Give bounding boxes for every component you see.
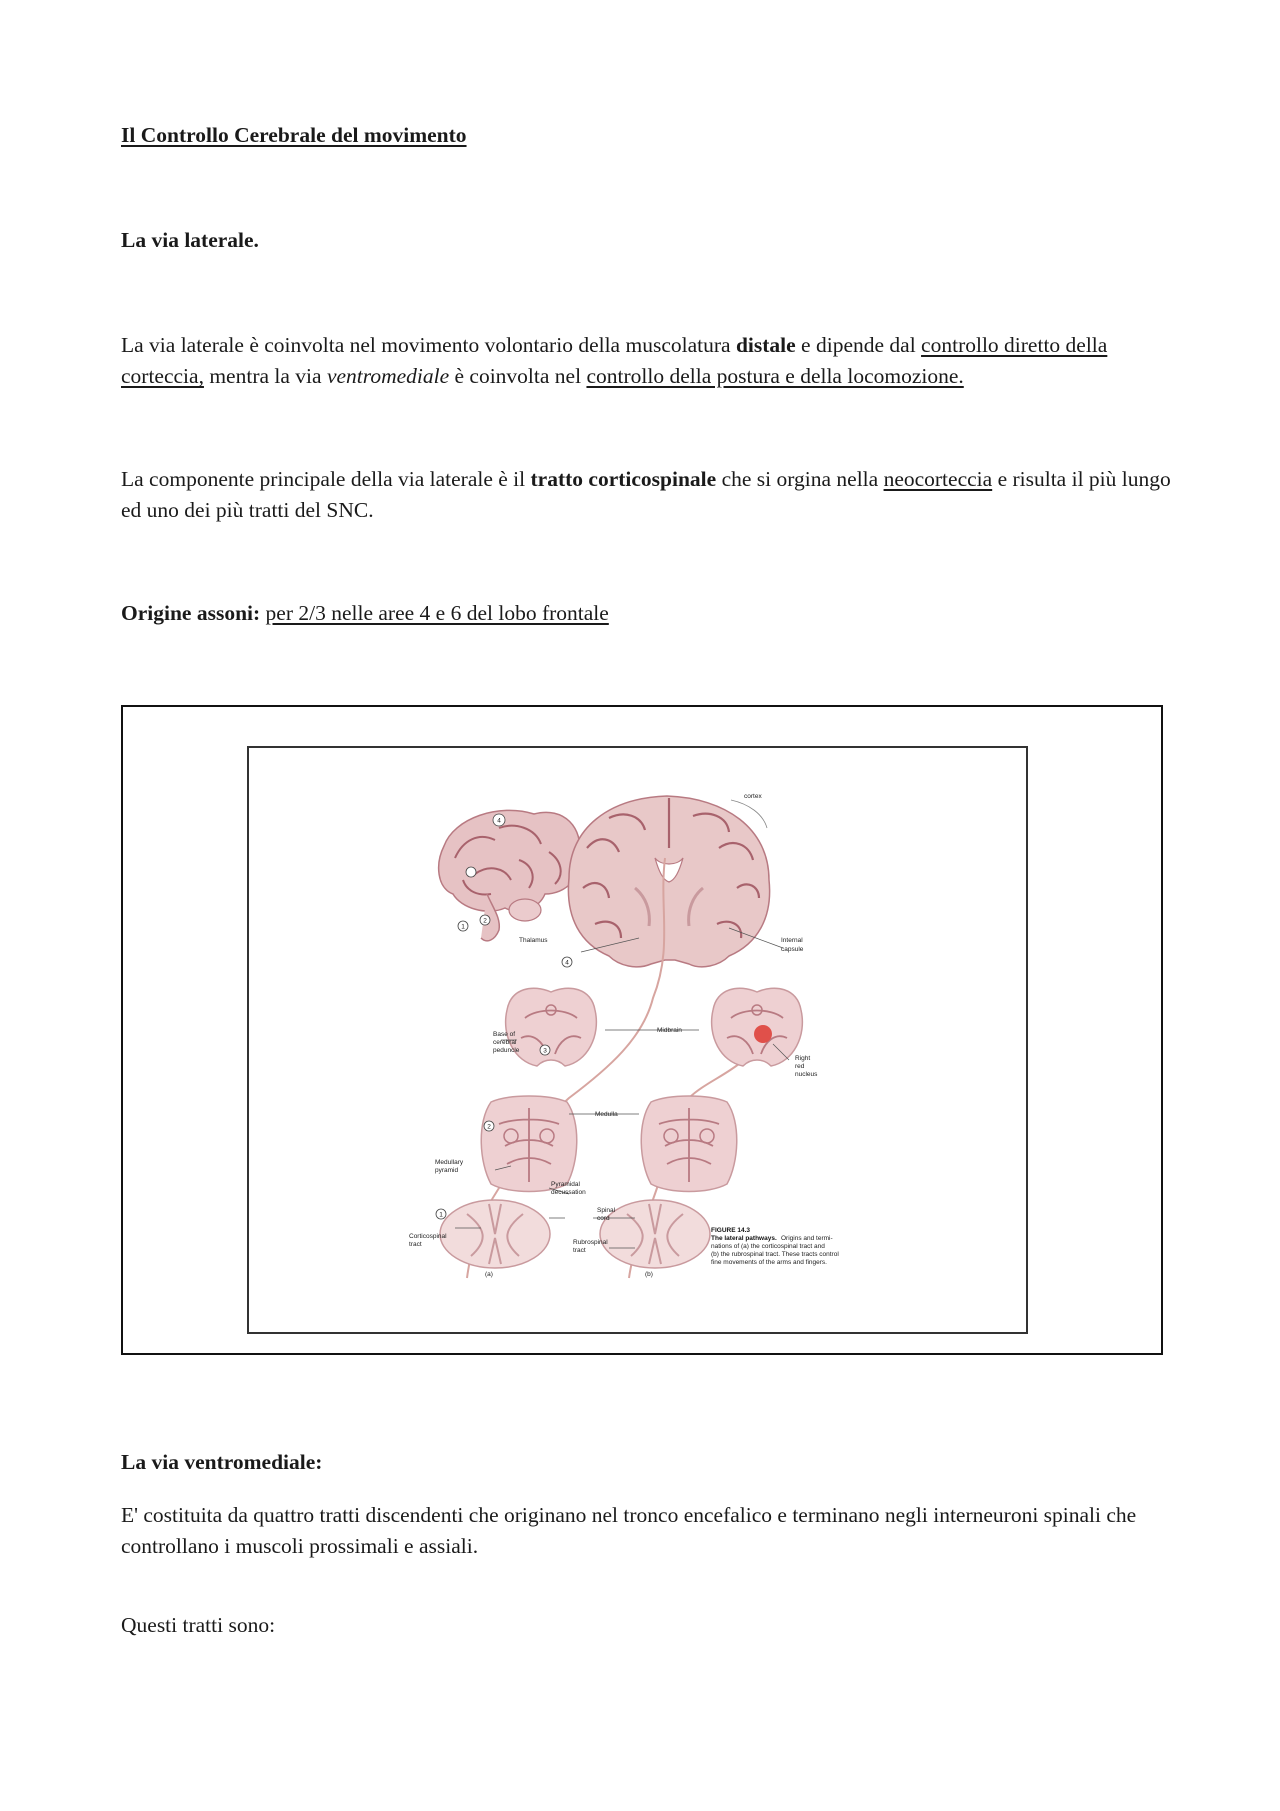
label-cortex: cortex <box>744 793 762 800</box>
lateral-pathways-diagram <box>249 748 1025 1331</box>
p1-italic-ventromediale: ventromediale <box>326 364 450 388</box>
label-pyramidal-1: Pyramidal <box>551 1181 580 1188</box>
label-base-3: peduncle <box>493 1047 520 1054</box>
coronal-brain-illustration <box>568 793 769 967</box>
p1-bold-distale: distale <box>735 333 796 357</box>
p2-text: che si orgina nella <box>716 467 884 491</box>
origin-label: Origine assoni: <box>121 601 261 625</box>
medulla-section-a <box>481 1096 577 1192</box>
label-pyramidal-2: decussation <box>551 1189 586 1196</box>
p1-text: La via laterale è coinvolta nel movimento volontario della muscolatura <box>121 333 736 357</box>
caption-line-4: fine movements of the arms and fingers. <box>711 1259 827 1266</box>
label-right-red-3: nucleus <box>795 1071 818 1078</box>
midbrain-section-a <box>506 988 597 1066</box>
section-heading-ventromedial: La via ventromediale: <box>121 1450 323 1474</box>
label-base-2: cerebral <box>493 1039 517 1046</box>
label-right-red-2: red <box>795 1063 805 1070</box>
label-spinal-1: Spinal <box>597 1207 616 1214</box>
label-base-1: Base of <box>493 1031 516 1038</box>
document-title: Il Controllo Cerebrale del movimento <box>121 123 467 147</box>
label-num-2-sagittal: 2 <box>483 917 487 925</box>
p2-text: e risulta il più lungo ed uno dei più tratti del SNC. <box>121 467 1171 522</box>
label-panel-a: (a) <box>485 1271 493 1278</box>
label-medulla: Medulla <box>595 1111 618 1118</box>
label-num-3: 3 <box>543 1047 547 1055</box>
sagittal-brain-illustration <box>439 810 580 940</box>
caption-line-3: (b) the rubrospinal tract. These tracts control <box>711 1251 839 1258</box>
caption-figure-number: FIGURE 14.3 <box>711 1227 751 1234</box>
figure-caption <box>711 1227 839 1266</box>
p2-text: La componente principale della via laterale è il <box>121 467 531 491</box>
midbrain-section-b <box>712 988 803 1066</box>
paragraph-ventromedial: E' costituita da quattro tratti discendenti che originano nel tronco encefalico e terminano negli interneuroni spinali che controllano i muscoli prossimali e assiali. <box>121 1503 1137 1558</box>
label-num-4-coronal: 4 <box>565 959 569 967</box>
caption-line-2: nations of (a) the corticospinal tract and <box>711 1243 825 1250</box>
label-internal-capsule-2: capsule <box>781 946 804 953</box>
spinal-section-b <box>600 1200 710 1268</box>
label-num-1: 1 <box>439 1211 443 1219</box>
figure-lateral-pathways <box>247 746 1028 1334</box>
red-nucleus-marker <box>754 1025 772 1043</box>
p1-text: e dipende dal <box>795 333 922 357</box>
label-panel-b: (b) <box>645 1271 653 1278</box>
p1-text: mentra la via <box>203 364 327 388</box>
p1-underline-postura: controllo della postura e della locomozione. <box>586 364 964 388</box>
section-heading-lateral: La via laterale. <box>121 228 259 252</box>
label-right-red-1: Right <box>795 1055 811 1062</box>
label-medullary-2: pyramid <box>435 1167 459 1174</box>
label-corticospinal-1: Corticospinal <box>409 1233 447 1240</box>
label-spinal-2: cord <box>597 1215 610 1222</box>
label-rubrospinal-1: Rubrospinal <box>573 1239 608 1246</box>
label-num-2: 2 <box>487 1123 491 1131</box>
label-num-4-sagittal: 4 <box>497 817 501 825</box>
caption-title: The lateral pathways. <box>711 1235 777 1242</box>
figure-frame <box>121 705 1163 1355</box>
spinal-section-a <box>440 1200 550 1268</box>
label-num-1-sagittal: 1 <box>461 923 465 931</box>
label-midbrain: Midbrain <box>657 1027 682 1034</box>
label-thalamus: Thalamus <box>519 937 548 944</box>
label-corticospinal-2: tract <box>409 1241 422 1248</box>
caption-line-1: Origins and termi- <box>781 1235 833 1242</box>
p1-text: è coinvolta nel <box>449 364 587 388</box>
p1-underline-controllo: controllo diretto della corteccia, <box>121 333 1108 388</box>
label-medullary-1: Medullary <box>435 1159 464 1166</box>
paragraph-origin <box>121 598 1171 629</box>
label-internal-capsule-1: Internal <box>781 937 803 944</box>
p2-bold-tratto: tratto corticospinale <box>530 467 717 491</box>
medulla-section-b <box>641 1096 737 1192</box>
p2-underline-neocorteccia: neocorteccia <box>883 467 993 491</box>
paragraph-tracts-intro: Questi tratti sono: <box>121 1613 276 1637</box>
paragraph-lateral-intro <box>121 330 1171 392</box>
label-rubrospinal-2: tract <box>573 1247 586 1254</box>
paragraph-corticospinal <box>121 464 1171 526</box>
origin-text: per 2/3 nelle aree 4 e 6 del lobo frontale <box>265 601 609 625</box>
